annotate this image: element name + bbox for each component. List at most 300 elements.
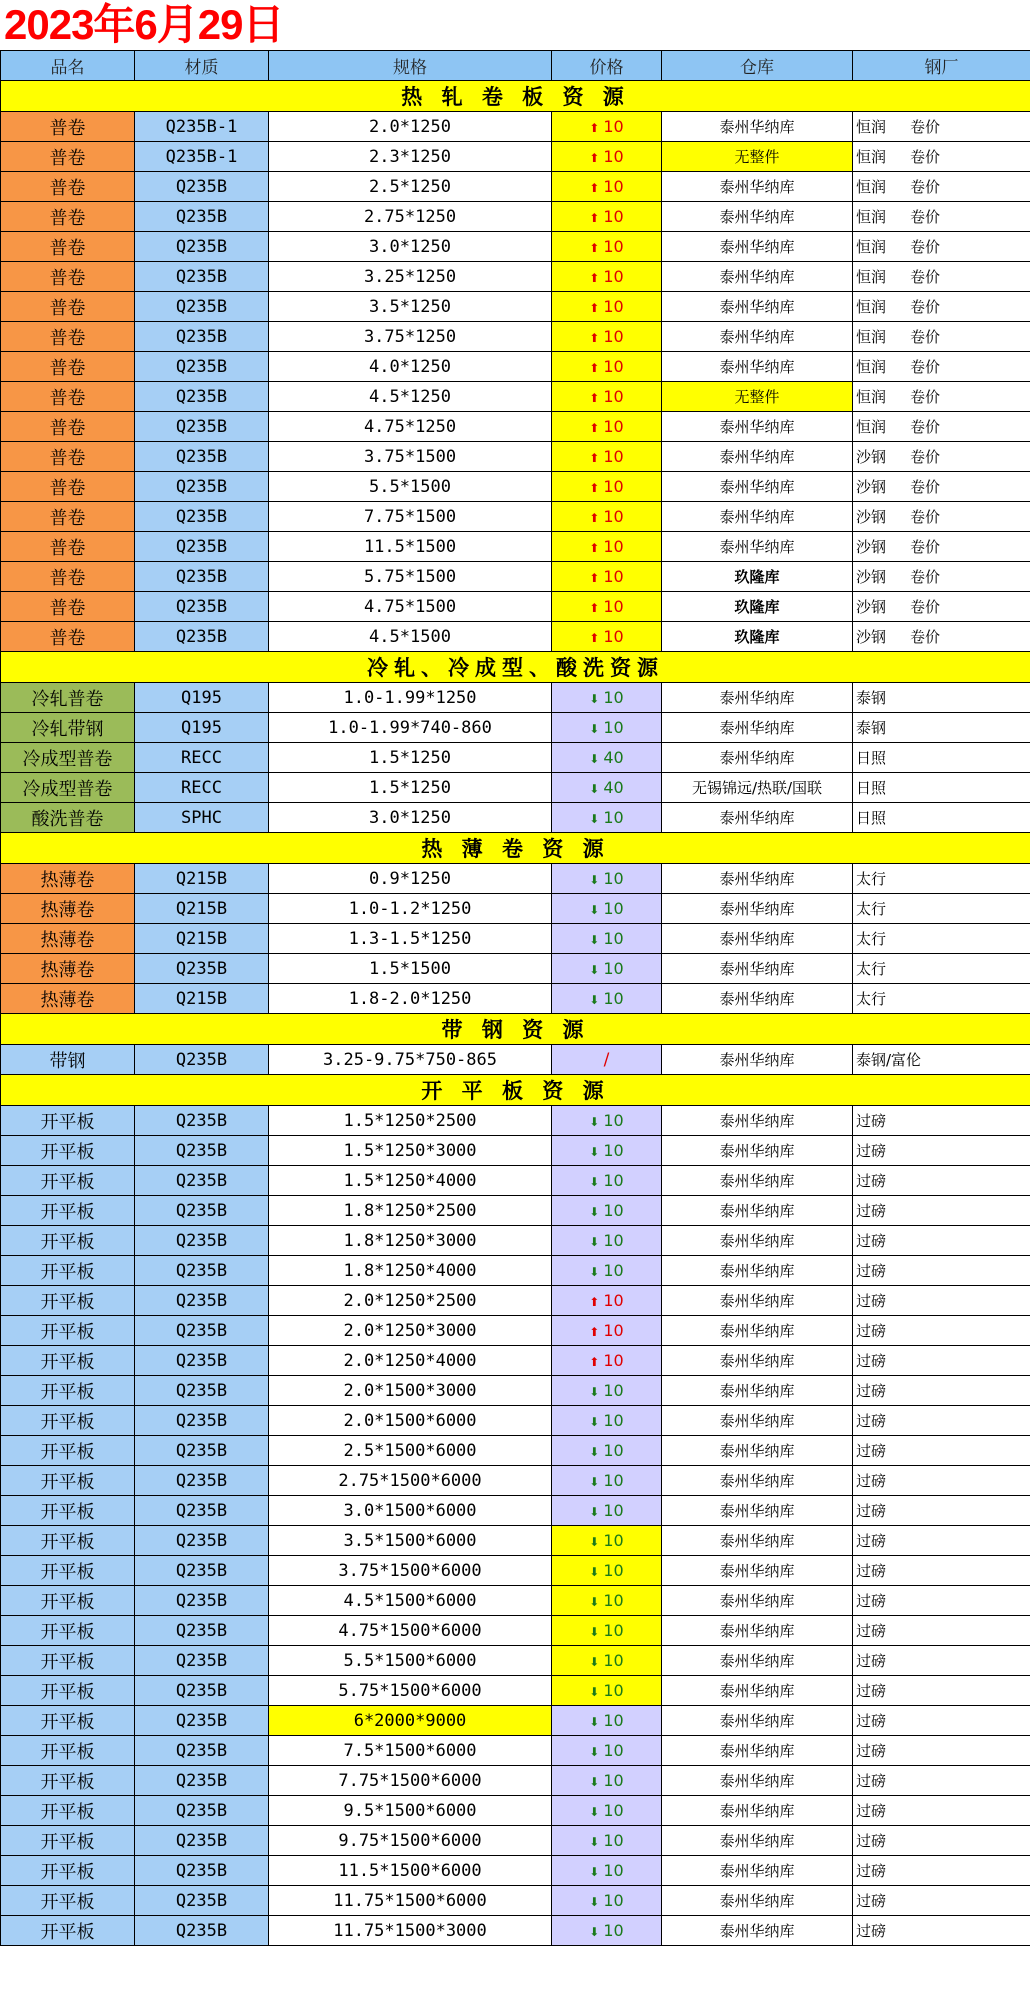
mill-name: 过磅 — [856, 1382, 887, 1400]
table-row — [1, 1856, 1030, 1886]
product-name-cell: 冷轧普卷 — [1, 683, 135, 713]
mill-cell — [853, 713, 1030, 743]
price-value: 10 — [603, 1171, 624, 1190]
mill-price-type: 卷价 — [910, 148, 941, 166]
price-value: 10 — [603, 297, 624, 316]
spec-cell: 4.5*1250 — [269, 382, 552, 412]
table-row — [1, 743, 1030, 773]
warehouse-cell: 泰州华纳库 — [662, 1286, 853, 1316]
header-warehouse: 仓库 — [662, 51, 853, 81]
spec-cell: 2.0*1500*3000 — [269, 1376, 552, 1406]
spec-cell: 9.75*1500*6000 — [269, 1826, 552, 1856]
table-row — [1, 532, 1030, 562]
table-row — [1, 1706, 1030, 1736]
spec-cell: 4.75*1500 — [269, 592, 552, 622]
warehouse-cell: 泰州华纳库 — [662, 1436, 853, 1466]
price-table — [0, 50, 1030, 1946]
mill-cell — [853, 1916, 1030, 1946]
material-cell: Q235B — [135, 202, 269, 232]
mill-name: 过磅 — [856, 1742, 887, 1760]
arrow-down-icon: ⬇ — [589, 1205, 600, 1219]
mill-name: 过磅 — [856, 1472, 887, 1490]
mill-price-type: 卷价 — [910, 118, 941, 136]
table-row — [1, 1616, 1030, 1646]
price-value: 10 — [603, 1891, 624, 1910]
price-cell — [552, 262, 662, 292]
mill-name: 沙钢 — [856, 628, 887, 646]
mill-cell — [853, 1226, 1030, 1256]
spec-cell: 1.5*1250 — [269, 773, 552, 803]
price-cell — [552, 1676, 662, 1706]
spec-cell: 11.75*1500*6000 — [269, 1886, 552, 1916]
mill-name: 泰钢 — [856, 719, 887, 737]
header-product: 品名 — [1, 51, 135, 81]
material-cell: Q235B — [135, 1616, 269, 1646]
mill-cell — [853, 1676, 1030, 1706]
arrow-up-icon: ⬆ — [589, 1325, 600, 1339]
price-value: 10 — [603, 1441, 624, 1460]
table-row — [1, 1496, 1030, 1526]
arrow-down-icon: ⬇ — [589, 1745, 600, 1759]
arrow-up-icon: ⬆ — [589, 421, 600, 435]
mill-name: 过磅 — [856, 1862, 887, 1880]
price-cell — [552, 1106, 662, 1136]
product-name-cell: 普卷 — [1, 442, 135, 472]
warehouse-cell: 泰州华纳库 — [662, 442, 853, 472]
price-value: 10 — [603, 1141, 624, 1160]
price-value: 10 — [603, 627, 624, 646]
arrow-up-icon: ⬆ — [589, 241, 600, 255]
warehouse-cell: 泰州华纳库 — [662, 1856, 853, 1886]
spec-cell: 4.5*1500 — [269, 622, 552, 652]
spec-cell: 2.5*1250 — [269, 172, 552, 202]
spec-cell: 1.5*1500 — [269, 954, 552, 984]
mill-price-type: 卷价 — [910, 268, 941, 286]
price-cell — [552, 1196, 662, 1226]
warehouse-cell: 泰州华纳库 — [662, 1106, 853, 1136]
material-cell: Q235B — [135, 1316, 269, 1346]
arrow-down-icon: ⬇ — [589, 1115, 600, 1129]
warehouse-cell: 泰州华纳库 — [662, 683, 853, 713]
table-row — [1, 112, 1030, 142]
price-value: 10 — [603, 1411, 624, 1430]
arrow-up-icon: ⬆ — [589, 181, 600, 195]
mill-cell — [853, 1796, 1030, 1826]
spec-cell: 11.75*1500*3000 — [269, 1916, 552, 1946]
price-value: 10 — [603, 1531, 624, 1550]
product-name-cell: 冷成型普卷 — [1, 773, 135, 803]
table-row — [1, 1766, 1030, 1796]
table-row — [1, 1406, 1030, 1436]
mill-cell — [853, 1406, 1030, 1436]
table-row — [1, 442, 1030, 472]
arrow-down-icon: ⬇ — [589, 903, 600, 917]
material-cell: Q235B — [135, 532, 269, 562]
warehouse-cell: 泰州华纳库 — [662, 1706, 853, 1736]
arrow-down-icon: ⬇ — [589, 1865, 600, 1879]
warehouse-cell: 无锡锦远/热联/国联 — [662, 773, 853, 803]
spec-cell: 11.5*1500 — [269, 532, 552, 562]
mill-name: 沙钢 — [856, 448, 887, 466]
arrow-up-icon: ⬆ — [589, 151, 600, 165]
price-value: 10 — [603, 267, 624, 286]
mill-name: 过磅 — [856, 1412, 887, 1430]
material-cell: Q215B — [135, 864, 269, 894]
table-row — [1, 382, 1030, 412]
mill-name: 沙钢 — [856, 598, 887, 616]
mill-cell — [853, 1646, 1030, 1676]
mill-name: 过磅 — [856, 1922, 887, 1940]
mill-price-type: 卷价 — [910, 568, 941, 586]
price-cell — [552, 803, 662, 833]
product-name-cell: 开平板 — [1, 1586, 135, 1616]
price-cell — [552, 1646, 662, 1676]
table-row — [1, 232, 1030, 262]
arrow-down-icon: ⬇ — [589, 933, 600, 947]
warehouse-cell: 泰州华纳库 — [662, 1616, 853, 1646]
material-cell: Q215B — [135, 894, 269, 924]
material-cell: Q215B — [135, 924, 269, 954]
price-value: 10 — [603, 1561, 624, 1580]
price-cell — [552, 502, 662, 532]
material-cell: Q215B — [135, 984, 269, 1014]
product-name-cell: 开平板 — [1, 1826, 135, 1856]
product-name-cell: 热薄卷 — [1, 894, 135, 924]
price-value: 10 — [603, 237, 624, 256]
price-value: 10 — [603, 688, 624, 707]
table-row — [1, 1466, 1030, 1496]
table-row — [1, 1226, 1030, 1256]
table-row — [1, 773, 1030, 803]
price-cell — [552, 1406, 662, 1436]
warehouse-cell: 泰州华纳库 — [662, 232, 853, 262]
arrow-down-icon: ⬇ — [589, 752, 600, 766]
section-header-row — [1, 81, 1030, 112]
price-value: 10 — [603, 989, 624, 1008]
warehouse-cell: 泰州华纳库 — [662, 1136, 853, 1166]
price-value: 10 — [603, 869, 624, 888]
price-cell — [552, 1706, 662, 1736]
price-value: / — [603, 1049, 610, 1070]
price-cell — [552, 1616, 662, 1646]
price-cell — [552, 1136, 662, 1166]
mill-cell — [853, 1766, 1030, 1796]
mill-cell — [853, 1856, 1030, 1886]
arrow-up-icon: ⬆ — [589, 571, 600, 585]
price-cell — [552, 562, 662, 592]
material-cell: Q235B-1 — [135, 142, 269, 172]
product-name-cell: 普卷 — [1, 412, 135, 442]
mill-name: 恒润 — [856, 298, 887, 316]
table-row — [1, 1256, 1030, 1286]
mill-price-type: 卷价 — [910, 388, 941, 406]
table-row — [1, 622, 1030, 652]
mill-price-type: 卷价 — [910, 298, 941, 316]
arrow-down-icon: ⬇ — [589, 1415, 600, 1429]
mill-cell — [853, 1256, 1030, 1286]
price-value: 10 — [603, 1681, 624, 1700]
spec-cell: 11.5*1500*6000 — [269, 1856, 552, 1886]
material-cell: SPHC — [135, 803, 269, 833]
price-value: 10 — [603, 507, 624, 526]
price-cell — [552, 532, 662, 562]
price-value: 10 — [603, 1501, 624, 1520]
warehouse-cell: 无整件 — [662, 382, 853, 412]
arrow-down-icon: ⬇ — [589, 1835, 600, 1849]
price-cell — [552, 1526, 662, 1556]
table-row — [1, 322, 1030, 352]
spec-cell: 5.75*1500*6000 — [269, 1676, 552, 1706]
arrow-up-icon: ⬆ — [589, 271, 600, 285]
spec-cell: 3.5*1250 — [269, 292, 552, 322]
price-value: 10 — [603, 447, 624, 466]
price-value: 10 — [603, 117, 624, 136]
spec-cell: 1.8*1250*3000 — [269, 1226, 552, 1256]
arrow-down-icon: ⬇ — [589, 1175, 600, 1189]
material-cell: Q235B — [135, 1856, 269, 1886]
material-cell: Q235B — [135, 292, 269, 322]
product-name-cell: 开平板 — [1, 1106, 135, 1136]
spec-cell: 1.0-1.2*1250 — [269, 894, 552, 924]
table-row — [1, 172, 1030, 202]
price-value: 10 — [603, 1291, 624, 1310]
arrow-down-icon: ⬇ — [589, 1655, 600, 1669]
product-name-cell: 开平板 — [1, 1646, 135, 1676]
mill-price-type: 卷价 — [910, 358, 941, 376]
table-row — [1, 1826, 1030, 1856]
spec-cell: 1.8*1250*2500 — [269, 1196, 552, 1226]
material-cell: Q235B — [135, 1916, 269, 1946]
mill-cell — [853, 1045, 1030, 1075]
arrow-up-icon: ⬆ — [589, 391, 600, 405]
table-row — [1, 1916, 1030, 1946]
material-cell: Q235B — [135, 622, 269, 652]
arrow-up-icon: ⬆ — [589, 631, 600, 645]
product-name-cell: 开平板 — [1, 1316, 135, 1346]
material-cell: Q235B — [135, 1526, 269, 1556]
price-cell — [552, 683, 662, 713]
material-cell: Q235B — [135, 1376, 269, 1406]
arrow-up-icon: ⬆ — [589, 1295, 600, 1309]
arrow-down-icon: ⬇ — [589, 1235, 600, 1249]
price-value: 10 — [603, 597, 624, 616]
mill-cell — [853, 142, 1030, 172]
section-title: 开 平 板 资 源 — [1, 1075, 1030, 1106]
price-cell — [552, 924, 662, 954]
product-name-cell: 开平板 — [1, 1196, 135, 1226]
arrow-up-icon: ⬆ — [589, 601, 600, 615]
warehouse-cell: 泰州华纳库 — [662, 1796, 853, 1826]
price-value: 10 — [603, 1801, 624, 1820]
mill-cell — [853, 773, 1030, 803]
material-cell: Q235B — [135, 1436, 269, 1466]
mill-cell — [853, 683, 1030, 713]
spec-cell: 2.75*1250 — [269, 202, 552, 232]
warehouse-cell: 泰州华纳库 — [662, 1316, 853, 1346]
warehouse-cell: 泰州华纳库 — [662, 1826, 853, 1856]
mill-price-type: 卷价 — [910, 508, 941, 526]
table-row — [1, 1586, 1030, 1616]
section-header-row — [1, 833, 1030, 864]
mill-name: 过磅 — [856, 1802, 887, 1820]
mill-name: 恒润 — [856, 388, 887, 406]
material-cell: Q235B — [135, 1045, 269, 1075]
mill-price-type: 卷价 — [910, 628, 941, 646]
material-cell: Q235B — [135, 1196, 269, 1226]
warehouse-cell: 泰州华纳库 — [662, 172, 853, 202]
mill-name: 太行 — [856, 870, 887, 888]
warehouse-cell: 泰州华纳库 — [662, 954, 853, 984]
table-row — [1, 1556, 1030, 1586]
price-cell — [552, 1496, 662, 1526]
section-header-row — [1, 652, 1030, 683]
mill-cell — [853, 202, 1030, 232]
arrow-up-icon: ⬆ — [589, 361, 600, 375]
mill-cell — [853, 1136, 1030, 1166]
price-value: 10 — [603, 1771, 624, 1790]
mill-cell — [853, 1586, 1030, 1616]
price-value: 10 — [603, 1351, 624, 1370]
mill-name: 太行 — [856, 990, 887, 1008]
warehouse-cell: 玖隆库 — [662, 622, 853, 652]
mill-name: 恒润 — [856, 358, 887, 376]
price-cell — [552, 894, 662, 924]
product-name-cell: 酸洗普卷 — [1, 803, 135, 833]
material-cell: Q235B — [135, 232, 269, 262]
price-cell — [552, 1736, 662, 1766]
price-cell — [552, 864, 662, 894]
product-name-cell: 热薄卷 — [1, 864, 135, 894]
arrow-down-icon: ⬇ — [589, 1925, 600, 1939]
warehouse-cell: 泰州华纳库 — [662, 1646, 853, 1676]
mill-cell — [853, 562, 1030, 592]
spec-cell: 2.0*1250*3000 — [269, 1316, 552, 1346]
material-cell: Q235B — [135, 262, 269, 292]
arrow-down-icon: ⬇ — [589, 1565, 600, 1579]
price-value: 10 — [603, 808, 624, 827]
mill-name: 过磅 — [856, 1592, 887, 1610]
mill-name: 过磅 — [856, 1562, 887, 1580]
warehouse-cell: 泰州华纳库 — [662, 202, 853, 232]
product-name-cell: 开平板 — [1, 1736, 135, 1766]
price-value: 10 — [603, 207, 624, 226]
price-value: 10 — [603, 1471, 624, 1490]
mill-name: 恒润 — [856, 118, 887, 136]
warehouse-cell: 泰州华纳库 — [662, 713, 853, 743]
mill-name: 泰钢 — [856, 689, 887, 707]
material-cell: Q235B — [135, 1766, 269, 1796]
mill-name: 过磅 — [856, 1322, 887, 1340]
product-name-cell: 开平板 — [1, 1616, 135, 1646]
spec-cell: 2.0*1250 — [269, 112, 552, 142]
price-value: 10 — [603, 177, 624, 196]
mill-cell — [853, 864, 1030, 894]
product-name-cell: 开平板 — [1, 1706, 135, 1736]
mill-name: 过磅 — [856, 1262, 887, 1280]
price-cell — [552, 1766, 662, 1796]
product-name-cell: 普卷 — [1, 232, 135, 262]
price-value: 10 — [603, 1111, 624, 1130]
warehouse-cell: 玖隆库 — [662, 562, 853, 592]
table-row — [1, 1346, 1030, 1376]
price-cell — [552, 442, 662, 472]
material-cell: Q235B — [135, 1286, 269, 1316]
price-value: 10 — [603, 477, 624, 496]
arrow-down-icon: ⬇ — [589, 1625, 600, 1639]
table-row — [1, 1166, 1030, 1196]
price-cell — [552, 1466, 662, 1496]
mill-cell — [853, 1436, 1030, 1466]
mill-cell — [853, 232, 1030, 262]
price-cell — [552, 1316, 662, 1346]
mill-name: 恒润 — [856, 328, 887, 346]
material-cell: Q235B — [135, 1646, 269, 1676]
price-cell — [552, 382, 662, 412]
mill-name: 过磅 — [856, 1712, 887, 1730]
warehouse-cell: 泰州华纳库 — [662, 1226, 853, 1256]
price-cell — [552, 713, 662, 743]
spec-cell: 6*2000*9000 — [269, 1706, 552, 1736]
spec-cell: 2.5*1500*6000 — [269, 1436, 552, 1466]
mill-cell — [853, 1466, 1030, 1496]
product-name-cell: 开平板 — [1, 1376, 135, 1406]
product-name-cell: 冷轧带钢 — [1, 713, 135, 743]
price-cell — [552, 112, 662, 142]
arrow-up-icon: ⬆ — [589, 541, 600, 555]
header-material: 材质 — [135, 51, 269, 81]
mill-cell — [853, 1736, 1030, 1766]
price-value: 10 — [603, 899, 624, 918]
product-name-cell: 普卷 — [1, 532, 135, 562]
arrow-up-icon: ⬆ — [589, 331, 600, 345]
price-value: 10 — [603, 959, 624, 978]
mill-name: 过磅 — [856, 1682, 887, 1700]
mill-name: 过磅 — [856, 1292, 887, 1310]
table-row — [1, 1436, 1030, 1466]
product-name-cell: 开平板 — [1, 1256, 135, 1286]
product-name-cell: 开平板 — [1, 1346, 135, 1376]
material-cell: Q235B — [135, 442, 269, 472]
section-title: 热 轧 卷 板 资 源 — [1, 81, 1030, 112]
price-table-body — [1, 51, 1030, 1946]
arrow-down-icon: ⬇ — [589, 993, 600, 1007]
arrow-up-icon: ⬆ — [589, 511, 600, 525]
mill-cell — [853, 1196, 1030, 1226]
mill-price-type: 卷价 — [910, 418, 941, 436]
mill-name: 过磅 — [856, 1622, 887, 1640]
mill-cell — [853, 172, 1030, 202]
mill-name: 日照 — [856, 809, 887, 827]
material-cell: Q235B-1 — [135, 112, 269, 142]
product-name-cell: 普卷 — [1, 322, 135, 352]
warehouse-cell: 泰州华纳库 — [662, 924, 853, 954]
spec-cell: 5.75*1500 — [269, 562, 552, 592]
price-cell — [552, 412, 662, 442]
product-name-cell: 普卷 — [1, 592, 135, 622]
arrow-down-icon: ⬇ — [589, 1805, 600, 1819]
price-value: 10 — [603, 1651, 624, 1670]
mill-cell — [853, 112, 1030, 142]
arrow-down-icon: ⬇ — [589, 782, 600, 796]
product-name-cell: 普卷 — [1, 172, 135, 202]
table-row — [1, 1676, 1030, 1706]
product-name-cell: 热薄卷 — [1, 924, 135, 954]
spec-cell: 1.8-2.0*1250 — [269, 984, 552, 1014]
spec-cell: 0.9*1250 — [269, 864, 552, 894]
mill-cell — [853, 622, 1030, 652]
table-row — [1, 562, 1030, 592]
warehouse-cell: 泰州华纳库 — [662, 1766, 853, 1796]
